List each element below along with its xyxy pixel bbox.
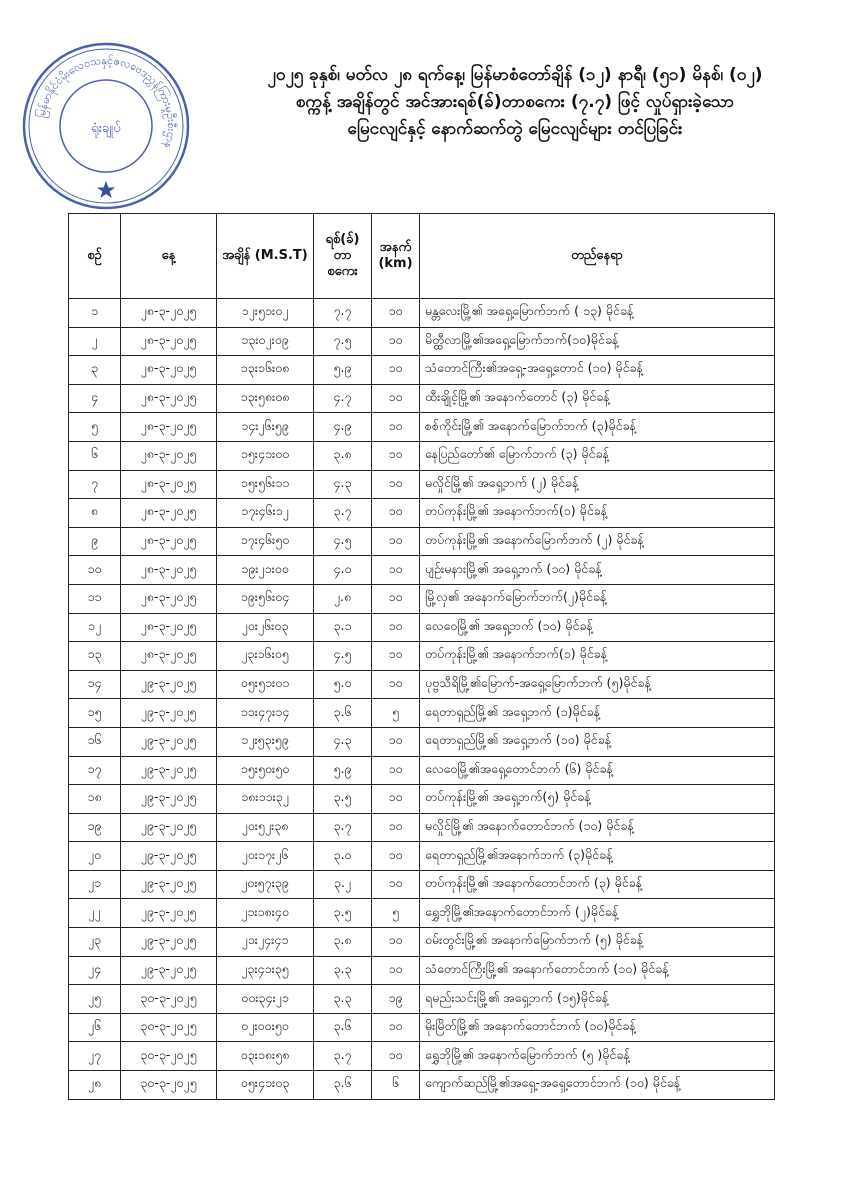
cell-magnitude: ၃.၇ bbox=[314, 813, 372, 842]
cell-no: ၁၂ bbox=[69, 613, 121, 642]
cell-date: ၂၈-၃-၂၀၂၅ bbox=[121, 642, 217, 671]
department-seal-logo bbox=[20, 40, 192, 212]
cell-date: ၂၉-၃-၂၀၂၅ bbox=[121, 928, 217, 957]
cell-depth: ၁၀ bbox=[372, 384, 420, 413]
cell-no: ၁၉ bbox=[69, 813, 121, 842]
table-row bbox=[69, 1071, 775, 1100]
cell-time: ၂၀း၁၇း၂၆ bbox=[217, 842, 314, 871]
table-row bbox=[69, 327, 775, 356]
cell-date: ၂၈-၃-၂၀၂၅ bbox=[121, 527, 217, 556]
cell-magnitude: ၇.၅ bbox=[314, 327, 372, 356]
cell-date: ၂၉-၃-၂၀၂၅ bbox=[121, 842, 217, 871]
cell-magnitude: ၃.၆ bbox=[314, 1071, 372, 1100]
table-row bbox=[69, 384, 775, 413]
cell-date: ၃၀-၃-၂၀၂၅ bbox=[121, 1071, 217, 1100]
cell-date: ၂၉-၃-၂၀၂၅ bbox=[121, 899, 217, 928]
cell-no: ၂၂ bbox=[69, 899, 121, 928]
cell-depth: ၁၀ bbox=[372, 756, 420, 785]
cell-time: ၂၀း၅၇း၃၉ bbox=[217, 870, 314, 899]
cell-no: ၃ bbox=[69, 356, 121, 385]
table-row bbox=[69, 584, 775, 613]
cell-location: မလှိုင်မြို့၏ အရှေ့ဘက် (၂) မိုင်ခန့် bbox=[420, 470, 775, 499]
table-row bbox=[69, 299, 775, 328]
cell-depth: ၁၀ bbox=[372, 870, 420, 899]
cell-time: ၂၀း၅၂း၃၈ bbox=[217, 813, 314, 842]
cell-location: သံတောင်ကြီးမြို့၏ အနောက်တောင်ဘက် (၁၀) မိုင်ခန့် bbox=[420, 956, 775, 985]
cell-location: ပျဉ်းမနားမြို့၏ အရှေ့ဘက် (၁၀) မိုင်ခန့် bbox=[420, 556, 775, 585]
cell-date: ၃၀-၃-၂၀၂၅ bbox=[121, 1042, 217, 1071]
earthquake-table bbox=[68, 213, 775, 1100]
header-no: စဉ် bbox=[69, 214, 121, 299]
table-row bbox=[69, 785, 775, 814]
table-row bbox=[69, 613, 775, 642]
cell-depth: ၅ bbox=[372, 899, 420, 928]
cell-no: ၁၈ bbox=[69, 785, 121, 814]
cell-location: ရေတာရှည်မြို့၏အနောက်ဘက် (၃)မိုင်ခန့် bbox=[420, 842, 775, 871]
cell-no: ၂၆ bbox=[69, 1013, 121, 1042]
cell-depth: ၁၀ bbox=[372, 413, 420, 442]
cell-no: ၁၃ bbox=[69, 642, 121, 671]
cell-location: မိတ္ထီလာမြို့၏အရှေ့မြောက်ဘက်(၁၀)မိုင်ခန့် bbox=[420, 327, 775, 356]
cell-magnitude: ၃.၇ bbox=[314, 499, 372, 528]
cell-time: ၁၇း၄၆း၅၀ bbox=[217, 527, 314, 556]
cell-depth: ၁၀ bbox=[372, 727, 420, 756]
cell-location: တပ်ကုန်းမြို့၏ အနောက်ဘက်(၁) မိုင်ခန့် bbox=[420, 499, 775, 528]
cell-no: ၇ bbox=[69, 470, 121, 499]
cell-no: ၅ bbox=[69, 413, 121, 442]
cell-magnitude: ၄.၀ bbox=[314, 556, 372, 585]
cell-no: ၆ bbox=[69, 441, 121, 470]
cell-location: ရွှေဘိုမြို့၏အနောက်တောင်ဘက် (၂)မိုင်ခန့် bbox=[420, 899, 775, 928]
cell-no: ၈ bbox=[69, 499, 121, 528]
cell-time: ၁၃း၁၆း၀၈ bbox=[217, 356, 314, 385]
cell-depth: ၁၀ bbox=[372, 1013, 420, 1042]
title-line-3: မြေငလျင်နှင့် နောက်ဆက်တွဲ မြေငလျင်များ တင်ပြခြင်း bbox=[347, 119, 683, 139]
cell-date: ၂၈-၃-၂၀၂၅ bbox=[121, 613, 217, 642]
cell-date: ၂၉-၃-၂၀၂၅ bbox=[121, 956, 217, 985]
cell-date: ၂၉-၃-၂၀၂၅ bbox=[121, 670, 217, 699]
cell-time: ၁၇း၄၆း၁၂ bbox=[217, 499, 314, 528]
cell-depth: ၁၀ bbox=[372, 642, 420, 671]
cell-time: ၀၀း၃၄း၂၁ bbox=[217, 985, 314, 1014]
cell-time: ၂၀း၂၆း၀၃ bbox=[217, 613, 314, 642]
cell-depth: ၁၀ bbox=[372, 785, 420, 814]
table-row bbox=[69, 956, 775, 985]
cell-time: ၂၁း၂၄း၄၁ bbox=[217, 928, 314, 957]
cell-location: မြို့လှ၏ အနောက်မြောက်ဘက်(၂)မိုင်ခန့် bbox=[420, 584, 775, 613]
cell-time: ၁၅း၅၆း၁၁ bbox=[217, 470, 314, 499]
cell-location: ထီးချိုင့်မြို့၏ အနောက်တောင် (၃) မိုင်ခန့် bbox=[420, 384, 775, 413]
cell-depth: ၁၀ bbox=[372, 670, 420, 699]
cell-magnitude: ၃.၇ bbox=[314, 1042, 372, 1071]
cell-no: ၁ bbox=[69, 299, 121, 328]
cell-magnitude: ၅.၉ bbox=[314, 356, 372, 385]
cell-magnitude: ၄.၅ bbox=[314, 527, 372, 556]
cell-no: ၂၀ bbox=[69, 842, 121, 871]
cell-date: ၂၉-၃-၂၀၂၅ bbox=[121, 756, 217, 785]
table-row bbox=[69, 470, 775, 499]
cell-no: ၂ bbox=[69, 327, 121, 356]
cell-location: ကျောက်ဆည်မြို့၏အရှေ့-အရှေ့တောင်ဘက် (၁၀) မိုင်ခန့် bbox=[420, 1071, 775, 1100]
cell-magnitude: ၃.၃ bbox=[314, 956, 372, 985]
cell-magnitude: ၅.၉ bbox=[314, 756, 372, 785]
cell-location: လေဝေမြို့၏ အရှေ့ဘက် (၁၀) မိုင်ခန့် bbox=[420, 613, 775, 642]
cell-magnitude: ၃.၆ bbox=[314, 1013, 372, 1042]
cell-location: တပ်ကုန်းမြို့၏ အနောက်ဘက်(၁) မိုင်ခန့် bbox=[420, 642, 775, 671]
cell-magnitude: ၄.၅ bbox=[314, 642, 372, 671]
cell-magnitude: ၄.၇ bbox=[314, 384, 372, 413]
cell-no: ၂၁ bbox=[69, 870, 121, 899]
table-row bbox=[69, 813, 775, 842]
document-title bbox=[200, 62, 830, 143]
cell-date: ၂၈-၃-၂၀၂၅ bbox=[121, 556, 217, 585]
cell-date: ၂၉-၃-၂၀၂၅ bbox=[121, 699, 217, 728]
cell-location: တပ်ကုန်းမြို့၏ အရှေ့ဘက်(၅) မိုင်ခန့် bbox=[420, 785, 775, 814]
cell-depth: ၁၀ bbox=[372, 499, 420, 528]
cell-date: ၂၈-၃-၂၀၂၅ bbox=[121, 356, 217, 385]
cell-depth: ၆ bbox=[372, 1071, 420, 1100]
cell-date: ၂၉-၃-၂၀၂၅ bbox=[121, 870, 217, 899]
cell-magnitude: ၃.၂ bbox=[314, 870, 372, 899]
table-row bbox=[69, 1042, 775, 1071]
table-row bbox=[69, 756, 775, 785]
cell-time: ၀၂း၀၀း၅၀ bbox=[217, 1013, 314, 1042]
cell-magnitude: ၂.၈ bbox=[314, 584, 372, 613]
cell-location: မလှိုင်မြို့၏ အနောက်တောင်ဘက် (၁၀) မိုင်ခန့် bbox=[420, 813, 775, 842]
cell-time: ၀၅း၄၁း၀၃ bbox=[217, 1071, 314, 1100]
title-line-1: ၂၀၂၅ ခုနှစ်၊ မတ်လ ၂၈ ရက်နေ့၊ မြန်မာစံတော်ချိန် (၁၂) နာရီ၊ (၅၁) မိနစ်၊ (၀၂) bbox=[267, 65, 763, 85]
cell-no: ၂၈ bbox=[69, 1071, 121, 1100]
cell-location: ရမည်းသင်းမြို့၏ အရှေ့ဘက် (၁၅)မိုင်ခန့် bbox=[420, 985, 775, 1014]
cell-time: ၁၃း၀၂း၀၉ bbox=[217, 327, 314, 356]
cell-magnitude: ၃.၈ bbox=[314, 928, 372, 957]
cell-no: ၉ bbox=[69, 527, 121, 556]
cell-no: ၂၃ bbox=[69, 928, 121, 957]
cell-date: ၂၈-၃-၂၀၂၅ bbox=[121, 584, 217, 613]
cell-location: ဝမ်းတွင်းမြို့၏ အနောက်မြောက်ဘက် (၅) မိုင်ခန့် bbox=[420, 928, 775, 957]
table-row bbox=[69, 928, 775, 957]
cell-depth: ၁၀ bbox=[372, 613, 420, 642]
table-row bbox=[69, 699, 775, 728]
cell-magnitude: ၇.၇ bbox=[314, 299, 372, 328]
cell-location: ပုဗ္ဗသီရိမြို့၏မြောက်-အရှေ့မြောက်ဘက် (၅)မိုင်ခန့် bbox=[420, 670, 775, 699]
table-row bbox=[69, 499, 775, 528]
cell-date: ၂၈-၃-၂၀၂၅ bbox=[121, 413, 217, 442]
cell-no: ၁၄ bbox=[69, 670, 121, 699]
cell-location: စစ်ကိုင်းမြို့၏ အနောက်မြောက်ဘက် (၃)မိုင်ခန့် bbox=[420, 413, 775, 442]
cell-no: ၁၅ bbox=[69, 699, 121, 728]
cell-magnitude: ၃.၈ bbox=[314, 441, 372, 470]
cell-depth: ၁၉ bbox=[372, 985, 420, 1014]
cell-time: ၁၄း၂၆း၅၉ bbox=[217, 413, 314, 442]
cell-depth: ၁၀ bbox=[372, 556, 420, 585]
cell-time: ၁၅း၅၀း၅၀ bbox=[217, 756, 314, 785]
header-location: တည်နေရာ bbox=[420, 214, 775, 299]
header-date: နေ့ bbox=[121, 214, 217, 299]
cell-depth: ၁၀ bbox=[372, 470, 420, 499]
cell-date: ၂၉-၃-၂၀၂၅ bbox=[121, 785, 217, 814]
cell-location: မိုးမြိတ်မြို့၏ အနောက်တောင်ဘက် (၁၀)မိုင်ခန့် bbox=[420, 1013, 775, 1042]
cell-no: ၂၅ bbox=[69, 985, 121, 1014]
cell-depth: ၁၀ bbox=[372, 527, 420, 556]
cell-time: ၂၁း၁၈း၄၀ bbox=[217, 899, 314, 928]
cell-magnitude: ၅.၀ bbox=[314, 670, 372, 699]
cell-depth: ၁၀ bbox=[372, 299, 420, 328]
cell-magnitude: ၃.၀ bbox=[314, 842, 372, 871]
cell-location: ရေတာရှည်မြို့၏ အရှေ့ဘက် (၁)မိုင်ခန့် bbox=[420, 699, 775, 728]
table-row bbox=[69, 1013, 775, 1042]
cell-magnitude: ၃.၃ bbox=[314, 985, 372, 1014]
cell-magnitude: ၄.၉ bbox=[314, 413, 372, 442]
cell-time: ၁၉း၂၁း၀၀ bbox=[217, 556, 314, 585]
cell-time: ၁၁း၄၇း၁၄ bbox=[217, 699, 314, 728]
table-header-row bbox=[69, 214, 775, 299]
cell-time: ၁၂း၅၁း၀၂ bbox=[217, 299, 314, 328]
table-row bbox=[69, 413, 775, 442]
cell-date: ၂၉-၃-၂၀၂၅ bbox=[121, 727, 217, 756]
cell-depth: ၁၀ bbox=[372, 956, 420, 985]
cell-depth: ၁၀ bbox=[372, 928, 420, 957]
table-row bbox=[69, 842, 775, 871]
cell-magnitude: ၃.၅ bbox=[314, 899, 372, 928]
cell-date: ၂၈-၃-၂၀၂၅ bbox=[121, 470, 217, 499]
cell-date: ၂၈-၃-၂၀၂၅ bbox=[121, 441, 217, 470]
cell-no: ၂၄ bbox=[69, 956, 121, 985]
cell-date: ၂၈-၃-၂၀၂၅ bbox=[121, 299, 217, 328]
table-row bbox=[69, 670, 775, 699]
cell-date: ၃၀-၃-၂၀၂၅ bbox=[121, 1013, 217, 1042]
seal-ring-text: မြန်မာနိုင်ငံမိုးလေဝသနှင့်ဇလဗေဒညွှန်ကြားမှုဦးစီးဌာန bbox=[34, 53, 179, 151]
table-row bbox=[69, 441, 775, 470]
header-depth: အနက် (km) bbox=[372, 214, 420, 299]
cell-no: ၄ bbox=[69, 384, 121, 413]
cell-depth: ၁၀ bbox=[372, 441, 420, 470]
cell-location: တပ်ကုန်းမြို့၏ အနောက်မြောက်ဘက် (၂) မိုင်ခန့် bbox=[420, 527, 775, 556]
cell-magnitude: ၃.၆ bbox=[314, 699, 372, 728]
title-line-2: စက္ကန့် အချိန်တွင် အင်အားရစ်(ခ်)တာစကေး (၇.၇) ဖြင့် လှုပ်ရှားခဲ့သော bbox=[295, 92, 735, 112]
cell-time: ၀၅း၅၁း၀၁ bbox=[217, 670, 314, 699]
cell-location: သံတောင်ကြီး၏အရှေ့-အရှေ့တောင် (၁၀) မိုင်ခန့် bbox=[420, 356, 775, 385]
table-row bbox=[69, 356, 775, 385]
cell-time: ၁၃း၅၈း၀၈ bbox=[217, 384, 314, 413]
cell-time: ၀၃း၁၈း၅၈ bbox=[217, 1042, 314, 1071]
seal-star-icon bbox=[97, 181, 115, 198]
cell-depth: ၁၀ bbox=[372, 327, 420, 356]
cell-time: ၁၈း၁၁း၃၂ bbox=[217, 785, 314, 814]
cell-magnitude: ၄.၃ bbox=[314, 470, 372, 499]
cell-location: ရေတာရှည်မြို့၏ အရှေ့ဘက် (၁၀) မိုင်ခန့် bbox=[420, 727, 775, 756]
cell-depth: ၁၀ bbox=[372, 356, 420, 385]
cell-no: ၁၆ bbox=[69, 727, 121, 756]
cell-depth: ၅ bbox=[372, 699, 420, 728]
cell-location: နေပြည်တော်၏ မြောက်ဘက် (၃) မိုင်ခန့် bbox=[420, 441, 775, 470]
cell-date: ၃၀-၃-၂၀၂၅ bbox=[121, 985, 217, 1014]
cell-time: ၁၂း၅၃း၅၉ bbox=[217, 727, 314, 756]
seal-center-text: ရုံးချုပ် bbox=[91, 121, 121, 136]
cell-depth: ၁၀ bbox=[372, 813, 420, 842]
cell-no: ၂၇ bbox=[69, 1042, 121, 1071]
cell-time: ၁၉း၅၆း၀၄ bbox=[217, 584, 314, 613]
cell-location: တပ်ကုန်းမြို့၏ အနောက်တောင်ဘက် (၃) မိုင်ခန့် bbox=[420, 870, 775, 899]
header-magnitude: ရစ်(ခ်) တာ စကေး bbox=[314, 214, 372, 299]
cell-location: မန္တလေးမြို့၏ အရှေ့မြောက်ဘက် ( ၁၃) မိုင်ခန့် bbox=[420, 299, 775, 328]
cell-no: ၁၁ bbox=[69, 584, 121, 613]
header-time: အချိန် (M.S.T) bbox=[217, 214, 314, 299]
table-row bbox=[69, 985, 775, 1014]
table-row bbox=[69, 556, 775, 585]
table-row bbox=[69, 870, 775, 899]
cell-no: ၁၀ bbox=[69, 556, 121, 585]
cell-location: လေဝေမြို့၏အရှေ့တောင်ဘက် (၆) မိုင်ခန့် bbox=[420, 756, 775, 785]
table-row bbox=[69, 642, 775, 671]
cell-magnitude: ၄.၃ bbox=[314, 727, 372, 756]
cell-date: ၂၈-၃-၂၀၂၅ bbox=[121, 327, 217, 356]
cell-no: ၁၇ bbox=[69, 756, 121, 785]
cell-date: ၂၈-၃-၂၀၂၅ bbox=[121, 384, 217, 413]
cell-date: ၂၉-၃-၂၀၂၅ bbox=[121, 813, 217, 842]
cell-magnitude: ၃.၁ bbox=[314, 613, 372, 642]
cell-time: ၂၃း၁၆း၀၅ bbox=[217, 642, 314, 671]
cell-date: ၂၈-၃-၂၀၂၅ bbox=[121, 499, 217, 528]
cell-magnitude: ၃.၅ bbox=[314, 785, 372, 814]
cell-depth: ၁၀ bbox=[372, 1042, 420, 1071]
table-row bbox=[69, 727, 775, 756]
table-row bbox=[69, 527, 775, 556]
cell-location: ရွှေဘိုမြို့၏ အနောက်မြောက်ဘက် (၅ )မိုင်ခန့် bbox=[420, 1042, 775, 1071]
cell-time: ၂၃း၄၁း၃၅ bbox=[217, 956, 314, 985]
table-row bbox=[69, 899, 775, 928]
cell-depth: ၁၀ bbox=[372, 842, 420, 871]
cell-time: ၁၅း၄၁း၀၀ bbox=[217, 441, 314, 470]
cell-depth: ၁၀ bbox=[372, 584, 420, 613]
